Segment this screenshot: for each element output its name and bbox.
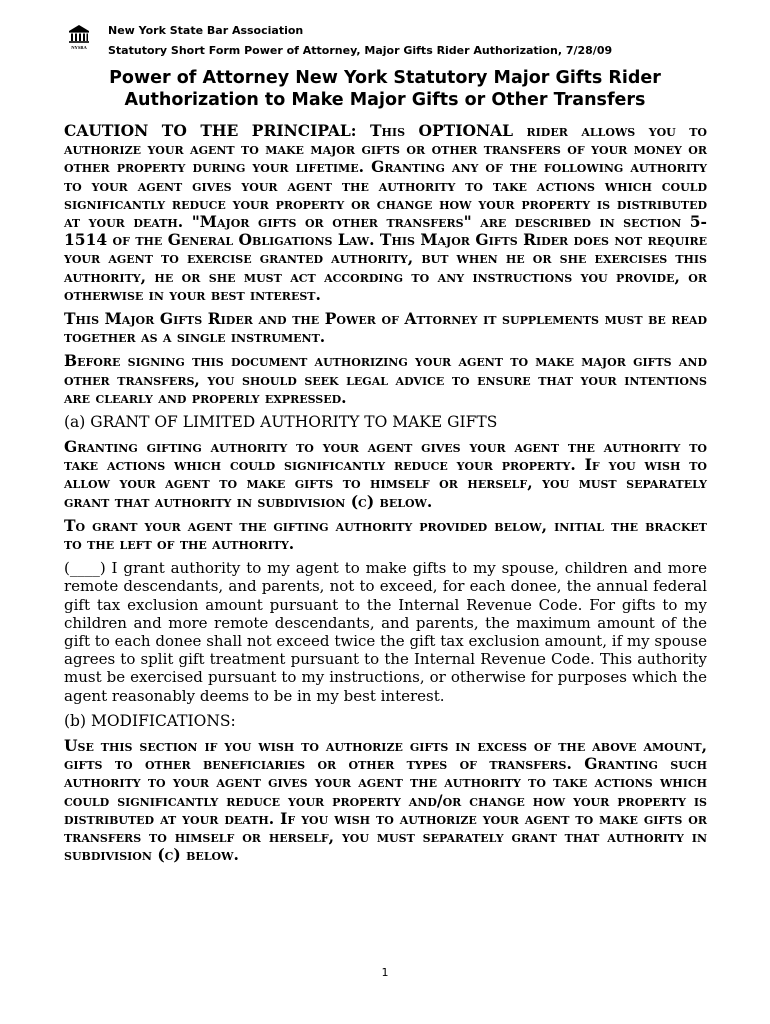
section-b-paragraph: Use this section if you wish to authorize gifts in excess of the above amount, gifts to other beneficiaries or other types of transfers. Granting such authority to your agent gives your agent the authority to take actions which could significantly reduce your property and/or change how your property is distributed at your death. If you wish to authorize your agent to make gifts or transfers to himself or herself, you must separately grant that authority in subdivision (c) below. [64,735,707,865]
document-body [64,122,707,870]
read-together-paragraph: This Major Gifts Rider and the Power of Attorney it supplements must be read together as a single instrument. [64,309,707,347]
caution-paragraph: CAUTION TO THE PRINCIPAL: This OPTIONAL rider allows you to authorize your agent to make major gifts or other transfers of your money or other property during your lifetime. Granting any of the following authority to your agent gives your agent the authority to take actions which could significantly reduce your property or change how your property is distributed at your death. "Major gifts or other transfers" are described in section 5-1514 of the General Obligations Law. This Major Gifts Rider does not require your agent to exercise granted authority, but when he or she exercises this authority, he or she must act according to any instructions you provide, or otherwise in your best interest. [64,121,707,304]
page-number: 1 [381,966,389,979]
document-title [64,67,706,111]
gift-authority-grant: (____) I grant authority to my agent to make gifts to my spouse, children and more remote descendants, and parents, not to exceed, for each donee, the annual federal gift tax exclusion amount pursuant to the Internal Revenue Code. For gifts to my children and more remote descendants, and parents, the maximum amount of the gift to each donee shall not exceed twice the gift tax exclusion amount, if my spouse agrees to split gift treatment pursuant to the Internal Revenue Code. This authority must be exercised pursuant to my instructions, or otherwise for purposes which the agent reasonably deems to be in my best interest. [64,559,707,705]
section-a-heading: (a) GRANT OF LIMITED AUTHORITY TO MAKE GIFTS [64,413,498,432]
section-b-heading: (b) MODIFICATIONS: [64,711,236,730]
svg-text:NYSBA: NYSBA [71,45,87,50]
caution-lead: CAUTION TO THE PRINCIPAL: [64,121,357,140]
header-form-title: Statutory Short Form Power of Attorney, Major Gifts Rider Authorization, 7/28/09 [108,44,613,57]
section-a-warning: Granting gifting authority to your agent gives your agent the authority to take actions which could significantly reduce your property. If you wish to allow your agent to make gifts to himself or herself, you must separately grant that authority in subdivision (c) below. [64,437,707,511]
title-line-2: Authorization to Make Major Gifts or Other Transfers [124,90,646,110]
optional-word: OPTIONAL [418,121,514,140]
section-a-instruction: To grant your agent the gifting authority provided below, initial the bracket to the left of the authority. [64,515,707,554]
header-organization: New York State Bar Association [108,24,304,37]
legal-advice-paragraph: Before signing this document authorizing your agent to make major gifts and other transfers, you should seek legal advice to ensure that your intentions are clearly and properly expressed. [64,351,707,407]
nysba-logo-icon [66,24,92,50]
title-line-1: Power of Attorney New York Statutory Major Gifts Rider [109,68,661,88]
